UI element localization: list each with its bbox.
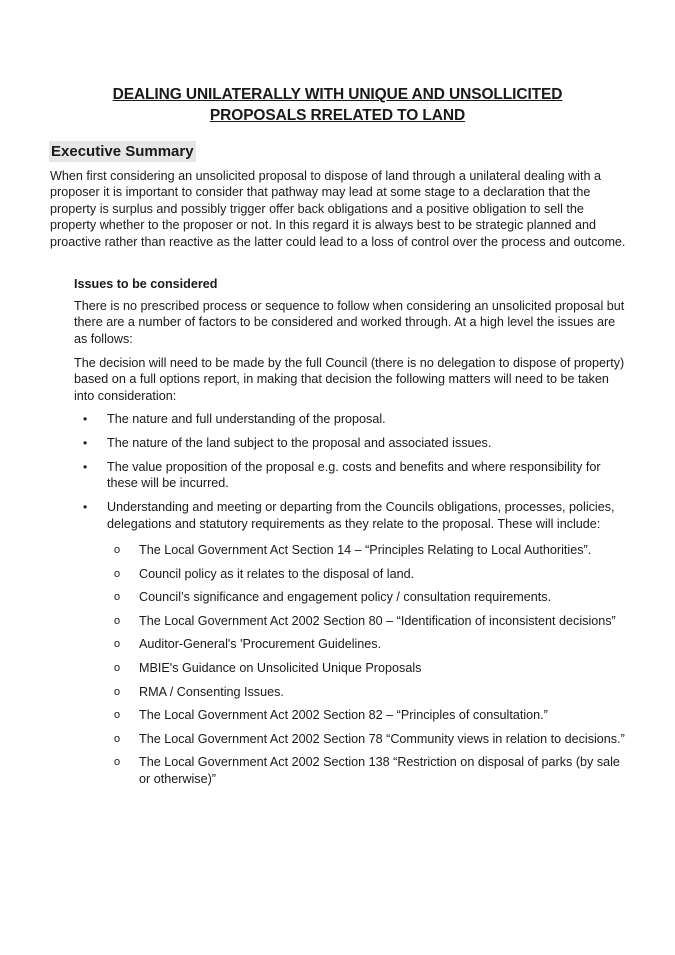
sub-list-item — [74, 566, 630, 582]
list-item-text: Understanding and meeting or departing from the Councils obligations, processes, policies, delegations and statutory requirements as they relate to the proposal. These will include: — [107, 500, 615, 531]
document-title — [60, 84, 615, 126]
sub-bullet-icon: o — [114, 614, 121, 627]
sub-list-item — [74, 731, 630, 747]
executive-summary-paragraph: When first considering an unsolicited proposal to dispose of land through a unilateral dealing with a proposer it is important to consider that pathway may lead at some stage to a declaration that the property is surplus and possibly trigger offer back obligations and a positive obligation to sell the property whether to the proposer or not. In this regard it is always best to be strategic planned and proactive rather than reactive as the latter could lead to a loss of control over the process and outcome. — [50, 169, 626, 249]
list-item — [74, 411, 630, 427]
sub-list-item-text: The Local Government Act 2002 Section 80 – “Identification of inconsistent decisions” — [139, 613, 616, 628]
sub-list-item — [74, 589, 630, 605]
list-item-text: The value proposition of the proposal e.g. costs and benefits and where responsibility for these will be incurred. — [107, 459, 601, 491]
sub-bullet-icon: o — [114, 543, 121, 556]
sub-bullet-icon: o — [114, 567, 121, 580]
bullet-icon: • — [83, 459, 88, 474]
statutory-requirements-list — [74, 542, 630, 787]
sub-list-item-text: The Local Government Act 2002 Section 78 “Community views in relation to decisions.” — [139, 731, 625, 746]
list-item — [74, 499, 630, 787]
issues-heading: Issues to be considered — [74, 277, 218, 291]
sub-list-item-text: RMA / Consenting Issues. — [139, 684, 284, 699]
sub-list-item — [74, 660, 630, 676]
sub-list-item-text: Council policy as it relates to the disposal of land. — [139, 566, 415, 581]
list-item-text: The nature and full understanding of the proposal. — [107, 412, 386, 426]
list-item — [74, 459, 630, 492]
issues-intro-paragraph: There is no prescribed process or sequence to follow when considering an unsolicited proposal but there are a number of factors to be considered and worked through. At a high level the issues are as follows: — [74, 299, 625, 346]
sub-list-item-text: The Local Government Act Section 14 – “Principles Relating to Local Authorities”. — [139, 542, 592, 557]
title-line-1: DEALING UNILATERALLY WITH UNIQUE AND UNSOLLICITED — [112, 86, 563, 103]
sub-bullet-icon: o — [114, 638, 121, 651]
sub-list-item-text: The Local Government Act 2002 Section 138 “Restriction on disposal of parks (by sale or otherwise)” — [139, 755, 620, 786]
sub-list-item — [74, 636, 630, 652]
sub-list-item-text: MBIE's Guidance on Unsolicited Unique Proposals — [139, 660, 422, 675]
decision-paragraph: The decision will need to be made by the full Council (there is no delegation to dispose of property) based on a full options report, in making that decision the following matters will need to be taken into consideration: — [74, 356, 625, 403]
sub-list-item — [74, 754, 630, 787]
sub-list-item — [74, 707, 630, 723]
sub-list-item — [74, 684, 630, 700]
sub-bullet-icon: o — [114, 685, 121, 698]
bullet-icon: • — [83, 412, 88, 426]
sub-list-item-text: The Local Government Act 2002 Section 82 – “Principles of consultation.” — [139, 708, 548, 723]
list-item — [74, 435, 630, 451]
sub-bullet-icon: o — [114, 591, 121, 604]
sub-list-item-text: Auditor-General's 'Procurement Guidelines. — [139, 637, 382, 652]
sub-bullet-icon: o — [114, 756, 121, 769]
sub-bullet-icon: o — [114, 709, 121, 722]
bullet-icon: • — [83, 435, 88, 450]
sub-list-item — [74, 613, 630, 629]
executive-summary-heading: Executive Summary — [51, 143, 194, 160]
sub-bullet-icon: o — [114, 661, 121, 674]
sub-bullet-icon: o — [114, 732, 121, 745]
sub-list-item-text: Council’s significance and engagement policy / consultation requirements. — [139, 590, 552, 605]
title-line-2: PROPOSALS RRELATED TO LAND — [209, 107, 466, 124]
list-item-text: The nature of the land subject to the proposal and associated issues. — [107, 435, 492, 450]
considerations-list — [74, 411, 630, 794]
sub-list-item — [74, 542, 630, 558]
bullet-icon: • — [83, 500, 88, 515]
